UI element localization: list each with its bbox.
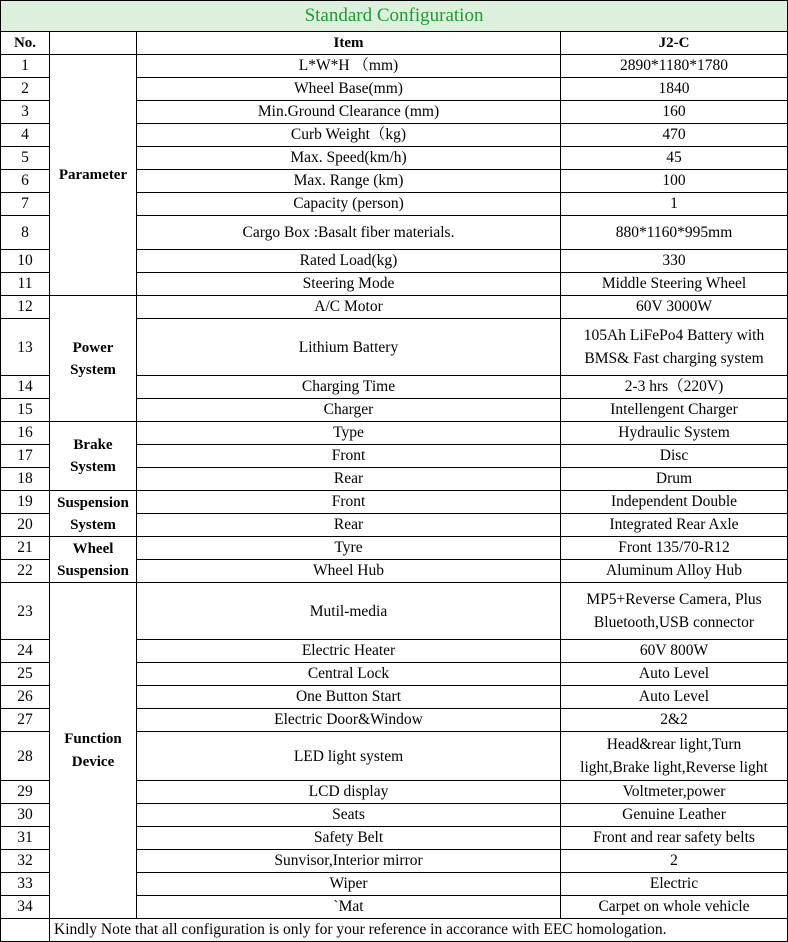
row-value: Middle Steering Wheel [561, 273, 788, 296]
row-value: Auto Level [561, 686, 788, 709]
row-no: 31 [1, 827, 50, 850]
row-value: 60V 3000W [561, 296, 788, 319]
row-item: LCD display [137, 781, 561, 804]
row-no: 14 [1, 376, 50, 399]
title-row [1, 1, 788, 32]
group-parameter: Parameter [50, 55, 137, 296]
row-value: 60V 800W [561, 640, 788, 663]
row-no: 13 [1, 319, 50, 376]
row-no: 29 [1, 781, 50, 804]
row-value: Front 135/70-R12 [561, 537, 788, 560]
row-item: `Mat [137, 896, 561, 919]
row-item: Steering Mode [137, 273, 561, 296]
header-blank [50, 32, 137, 55]
row-value: Independent Double [561, 491, 788, 514]
row-value: Voltmeter,power [561, 781, 788, 804]
row-value: 1840 [561, 78, 788, 101]
row-item: Lithium Battery [137, 319, 561, 376]
table-row [1, 491, 788, 514]
note-blank [1, 919, 50, 942]
header-no: No. [1, 32, 50, 55]
table-row [1, 537, 788, 560]
group-line: System [70, 459, 116, 475]
value-line: Head&rear light,Turn [606, 736, 742, 753]
row-item: Curb Weight（kg) [137, 124, 561, 147]
group-line: Wheel [72, 540, 114, 557]
row-no: 16 [1, 422, 50, 445]
row-value: Auto Level [561, 663, 788, 686]
row-value: Genuine Leather [561, 804, 788, 827]
row-item: Capacity (person) [137, 193, 561, 216]
row-item: A/C Motor [137, 296, 561, 319]
row-item: Wheel Hub [137, 560, 561, 583]
row-item: Max. Range (km) [137, 170, 561, 193]
row-item: Central Lock [137, 663, 561, 686]
row-item: Tyre [137, 537, 561, 560]
group-wheel-suspension [50, 537, 137, 583]
row-value: Hydraulic System [561, 422, 788, 445]
row-item: Front [137, 491, 561, 514]
row-value: 160 [561, 101, 788, 124]
group-line: System [70, 361, 116, 378]
note-row [1, 919, 788, 942]
row-value [561, 583, 788, 640]
value-line: 105Ah LiFePo4 Battery with [583, 327, 765, 344]
row-no: 26 [1, 686, 50, 709]
row-no: 20 [1, 514, 50, 537]
row-item: Sunvisor,Interior mirror [137, 850, 561, 873]
row-item: Max. Speed(km/h) [137, 147, 561, 170]
table-row [1, 296, 788, 319]
row-item: Safety Belt [137, 827, 561, 850]
value-line: light,Brake light,Reverse light [580, 759, 768, 776]
table-row [1, 55, 788, 78]
row-no: 27 [1, 709, 50, 732]
row-item: LED light system [137, 732, 561, 781]
group-line: Suspension [57, 562, 129, 579]
row-no: 30 [1, 804, 50, 827]
row-item: Min.Ground Clearance (mm) [137, 101, 561, 124]
row-value: 1 [561, 193, 788, 216]
group-line: Suspension [57, 494, 129, 511]
row-value: 45 [561, 147, 788, 170]
header-row [1, 32, 788, 55]
row-value: Electric [561, 873, 788, 896]
row-value: 330 [561, 250, 788, 273]
group-function-device [50, 583, 137, 919]
row-value: Front and rear safety belts [561, 827, 788, 850]
row-value: 2 [561, 850, 788, 873]
row-item: Seats [137, 804, 561, 827]
row-no: 17 [1, 445, 50, 468]
row-item: Rear [137, 514, 561, 537]
row-item: Wheel Base(mm) [137, 78, 561, 101]
row-value: 470 [561, 124, 788, 147]
row-no: 28 [1, 732, 50, 781]
header-model: J2-C [561, 32, 788, 55]
row-value: 100 [561, 170, 788, 193]
row-no: 32 [1, 850, 50, 873]
row-no: 2 [1, 78, 50, 101]
row-no: 34 [1, 896, 50, 919]
value-line: MP5+Reverse Camera, Plus [586, 591, 762, 608]
row-value: 2-3 hrs（220V) [561, 376, 788, 399]
row-item: Wiper [137, 873, 561, 896]
row-item: One Button Start [137, 686, 561, 709]
row-item: Rated Load(kg) [137, 250, 561, 273]
group-line: System [70, 516, 116, 533]
group-brake-system [50, 422, 137, 491]
row-item: Front [137, 445, 561, 468]
row-no: 1 [1, 55, 50, 78]
row-no: 6 [1, 170, 50, 193]
row-value: Integrated Rear Axle [561, 514, 788, 537]
row-no: 33 [1, 873, 50, 896]
table-title: Standard Configuration [1, 1, 788, 32]
row-no: 15 [1, 399, 50, 422]
row-item: Rear [137, 468, 561, 491]
row-item: L*W*H （mm) [137, 55, 561, 78]
row-value: 2&2 [561, 709, 788, 732]
row-no: 25 [1, 663, 50, 686]
row-no: 10 [1, 250, 50, 273]
row-no: 12 [1, 296, 50, 319]
group-line: Brake [73, 437, 113, 453]
row-no: 8 [1, 216, 50, 250]
row-value [561, 732, 788, 781]
table-row [1, 583, 788, 640]
row-item: Electric Heater [137, 640, 561, 663]
row-item: Type [137, 422, 561, 445]
group-line: Function [64, 730, 122, 747]
row-no: 7 [1, 193, 50, 216]
row-value: Drum [561, 468, 788, 491]
row-item: Mutil-media [137, 583, 561, 640]
row-value: Aluminum Alloy Hub [561, 560, 788, 583]
row-value [561, 319, 788, 376]
group-power-system [50, 296, 137, 422]
row-no: 3 [1, 101, 50, 124]
group-line: Device [71, 753, 115, 770]
row-value: 880*1160*995mm [561, 216, 788, 250]
row-no: 5 [1, 147, 50, 170]
row-no: 19 [1, 491, 50, 514]
footnote: Kindly Note that all configuration is only for your reference in accorance with EEC homologation. [50, 919, 788, 942]
row-no: 11 [1, 273, 50, 296]
row-no: 22 [1, 560, 50, 583]
row-no: 4 [1, 124, 50, 147]
row-no: 18 [1, 468, 50, 491]
table-row [1, 422, 788, 445]
group-line: Power [72, 339, 114, 356]
row-item: Cargo Box :Basalt fiber materials. [137, 216, 561, 250]
row-value: Disc [561, 445, 788, 468]
header-item: Item [137, 32, 561, 55]
row-value: Carpet on whole vehicle [561, 896, 788, 919]
row-item: Charger [137, 399, 561, 422]
row-no: 24 [1, 640, 50, 663]
row-no: 21 [1, 537, 50, 560]
row-no: 23 [1, 583, 50, 640]
group-suspension-system [50, 491, 137, 537]
row-item: Charging Time [137, 376, 561, 399]
row-item: Electric Door&Window [137, 709, 561, 732]
row-value: Intellengent Charger [561, 399, 788, 422]
value-line: Bluetooth,USB connector [593, 614, 755, 631]
row-value: 2890*1180*1780 [561, 55, 788, 78]
value-line: BMS& Fast charging system [584, 350, 764, 367]
